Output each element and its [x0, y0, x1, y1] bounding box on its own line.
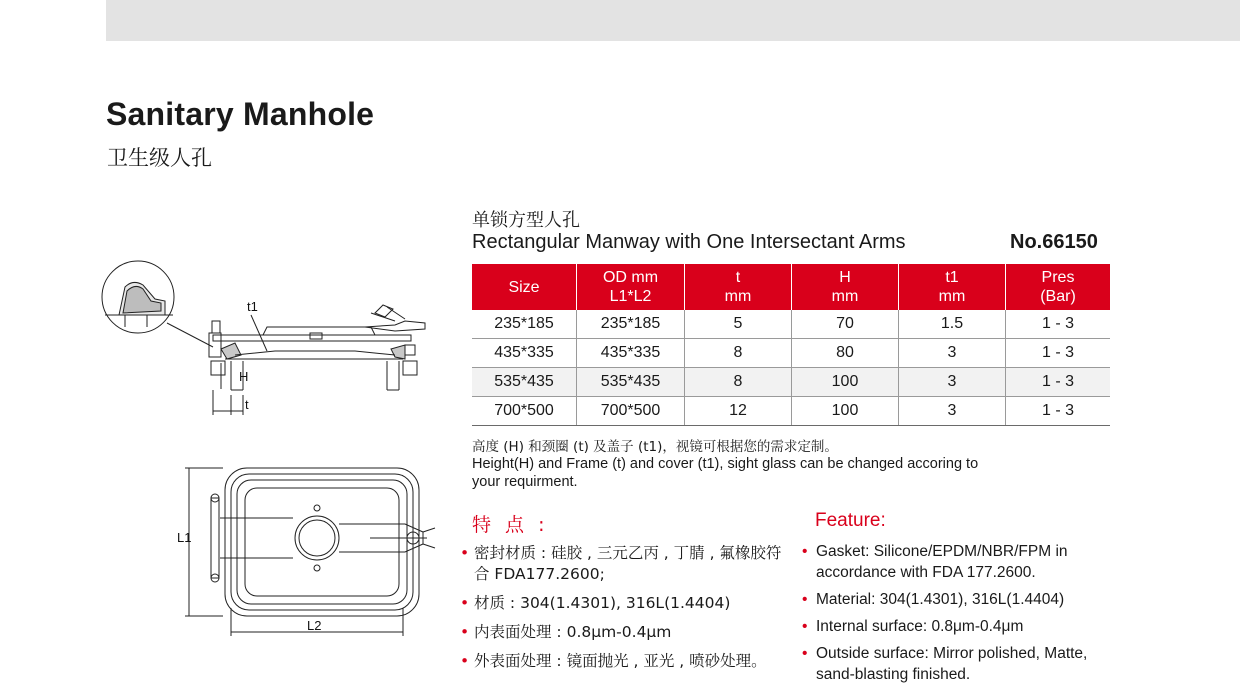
table-cell: 12: [685, 397, 792, 426]
manhole-top-view-drawing: [165, 458, 455, 643]
dim-label-h: H: [239, 369, 249, 384]
feature-item-outside: • Outside surface: Mirror polished, Matte, sand-blasting finished.: [802, 643, 1122, 685]
table-cell: 3: [899, 368, 1006, 397]
customization-note-chinese: 高度 (H) 和颈圈 (t) 及盖子 (t1)，视镜可根据您的需求定制。: [472, 439, 838, 455]
feature-item-outside-zh: • 外表面处理 : 镜面抛光 , 亚光 , 喷砂处理。: [460, 651, 790, 672]
table-cell: 8: [685, 339, 792, 368]
features-list-chinese: [460, 543, 790, 680]
table-cell: 1 - 3: [1006, 397, 1111, 426]
table-cell: 700*500: [472, 397, 577, 426]
table-cell: 80: [792, 339, 899, 368]
table-cell: 1 - 3: [1006, 368, 1111, 397]
manhole-side-view-drawing: [95, 255, 445, 420]
col-header-t1: t1 mm: [899, 264, 1006, 310]
customization-note: Height(H) and Frame (t) and cover (t1), sight glass can be changed accoring to your requirment.: [472, 456, 979, 490]
features-heading: Feature:: [815, 510, 886, 531]
top-bar: [106, 0, 1240, 41]
feature-item-gasket-zh: • 密封材质 : 硅胶 , 三元乙丙 , 丁腈 , 氟橡胶符合 FDA177.2600;: [460, 543, 790, 585]
feature-item-internal-zh: • 内表面处理 : 0.8μm-0.4μm: [460, 622, 790, 643]
table-cell: 235*185: [472, 310, 577, 339]
table-row: [472, 310, 1110, 339]
table-cell: 100: [792, 397, 899, 426]
table-cell: 3: [899, 397, 1006, 426]
table-cell: 100: [792, 368, 899, 397]
table-cell: 3: [899, 339, 1006, 368]
table-cell: 1.5: [899, 310, 1006, 339]
table-cell: 5: [685, 310, 792, 339]
feature-item-internal: • Internal surface: 0.8μm-0.4μm: [802, 616, 1122, 637]
table-row: [472, 368, 1110, 397]
feature-item-material: • Material: 304(1.4301), 316L(1.4404): [802, 589, 1122, 610]
dim-label-t: t: [245, 397, 249, 412]
sight-glass: [295, 516, 339, 560]
table-cell: 435*335: [472, 339, 577, 368]
product-subtitle-chinese: 单锁方型人孔: [472, 210, 580, 231]
table-cell: 1 - 3: [1006, 339, 1111, 368]
feature-item-gasket: • Gasket: Silicone/EPDM/NBR/FPM in accordance with FDA 177.2600.: [802, 541, 1122, 583]
table-row: [472, 397, 1110, 426]
gasket-detail-circle: [102, 261, 213, 347]
page-title: Sanitary Manhole: [106, 96, 375, 132]
table-cell: 70: [792, 310, 899, 339]
table-cell: 435*335: [577, 339, 685, 368]
spec-table-header: [472, 264, 1110, 310]
table-cell: 535*435: [472, 368, 577, 397]
spec-table: [472, 264, 1110, 426]
product-subtitle: Rectangular Manway with One Intersectant Arms: [472, 231, 906, 253]
manhole-top-outline: [185, 468, 435, 636]
col-header-pres: Pres (Bar): [1006, 264, 1111, 310]
dim-label-l2: L2: [307, 618, 322, 633]
col-header-od: OD mm L1*L2: [577, 264, 685, 310]
features-list: [802, 541, 1122, 691]
table-cell: 535*435: [577, 368, 685, 397]
dim-label-t1: t1: [247, 299, 258, 314]
table-cell: 700*500: [577, 397, 685, 426]
page-title-chinese: 卫生级人孔: [107, 146, 212, 170]
table-cell: 1 - 3: [1006, 310, 1111, 339]
col-header-t: t mm: [685, 264, 792, 310]
features-heading-chinese: 特 点 :: [472, 514, 549, 536]
table-cell: 8: [685, 368, 792, 397]
manhole-section: [209, 305, 425, 415]
col-header-h: H mm: [792, 264, 899, 310]
model-number: No.66150: [1010, 231, 1098, 253]
dim-label-l1: L1: [177, 530, 192, 545]
table-row: [472, 339, 1110, 368]
table-cell: 235*185: [577, 310, 685, 339]
col-header-size: Size: [472, 264, 577, 310]
feature-item-material-zh: • 材质 : 304(1.4301), 316L(1.4404): [460, 593, 790, 614]
